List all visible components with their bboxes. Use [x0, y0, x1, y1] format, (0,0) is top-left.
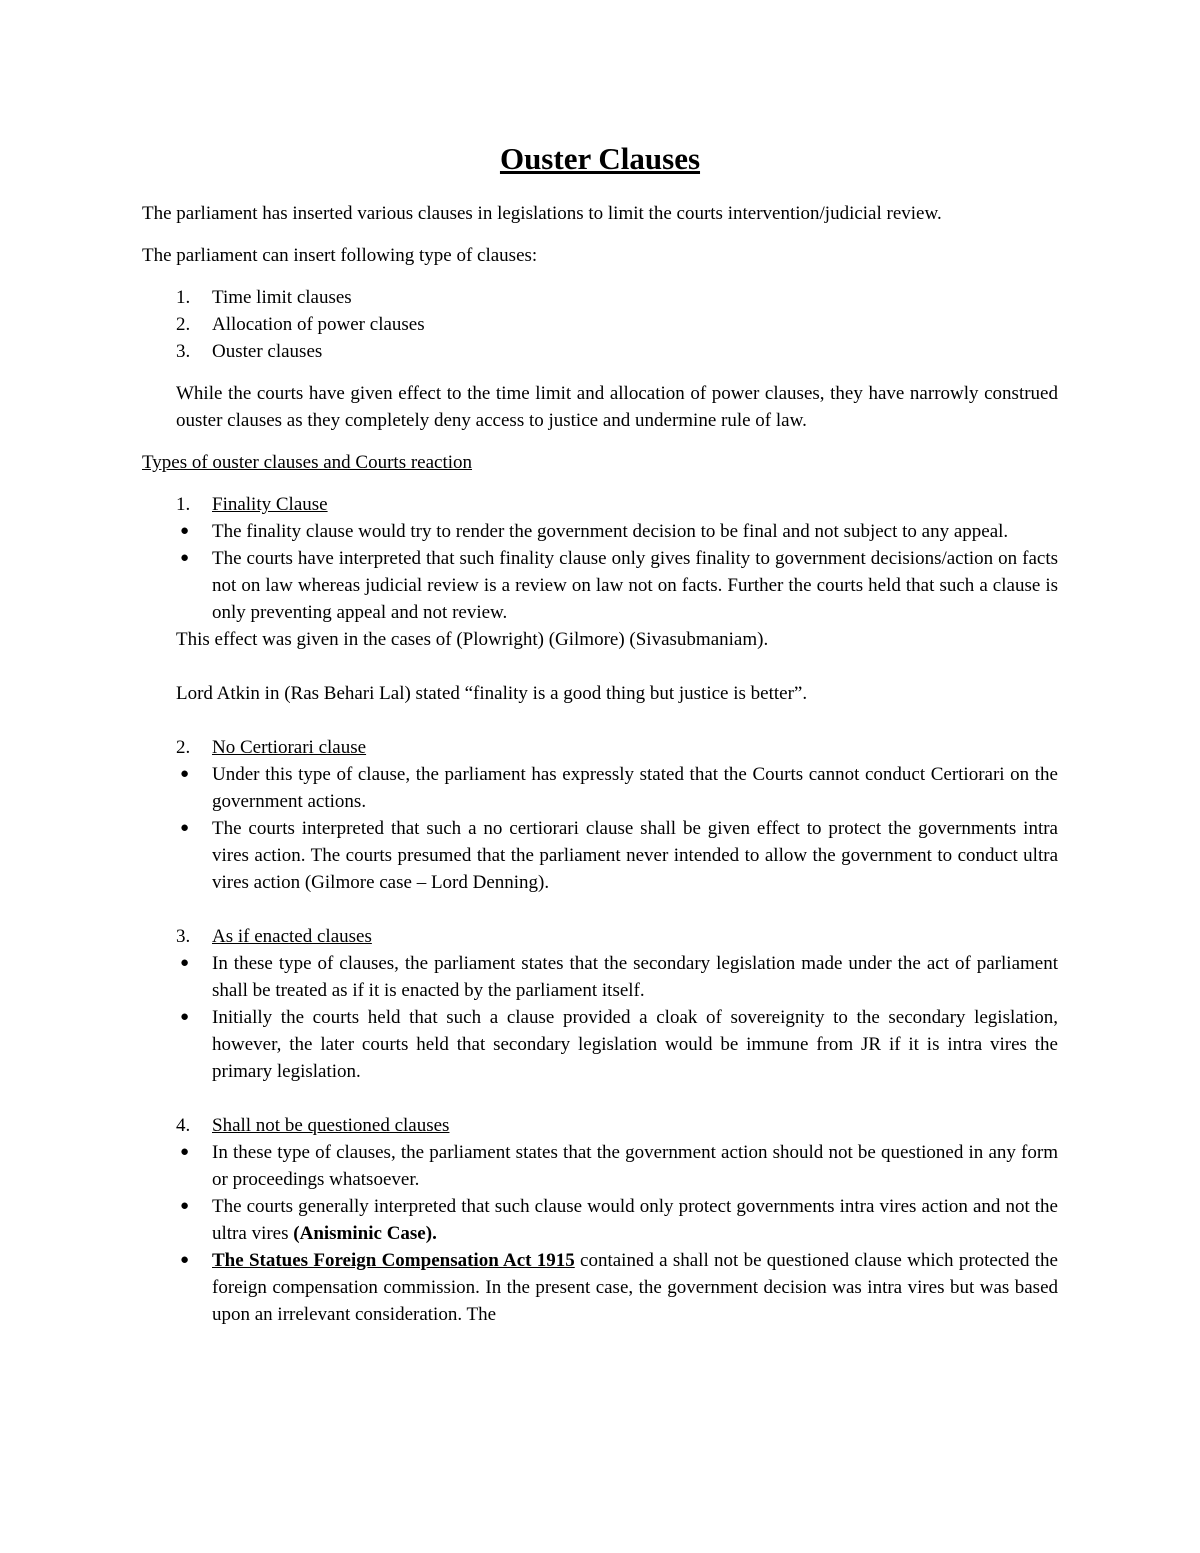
- page-title: Ouster Clauses: [499, 141, 701, 176]
- bullet-text: The finality clause would try to render the government decision to be final and not subject to any appeal.: [212, 521, 1009, 542]
- section-heading: [142, 923, 1058, 950]
- intro-paragraph-1: The parliament has inserted various clauses in legislations to limit the courts intervention/judicial review.: [142, 203, 942, 224]
- bullet-text: contained a shall not be questioned clause which protected the foreign compensation commission. In the present case, the government decision was intra vires but was based upon an irrelevant consideration. The: [212, 1250, 1058, 1325]
- list-number: 1.: [176, 287, 191, 308]
- bullet-item: [142, 1004, 1058, 1085]
- bullet-item: [142, 1193, 1058, 1247]
- bullet-item: [142, 1139, 1058, 1193]
- list-item-text: Time limit clauses: [212, 287, 352, 308]
- bullet-text: In these type of clauses, the parliament states that the government action should not be questioned in any form or proceedings whatsoever.: [212, 1142, 1058, 1190]
- summary-paragraph: While the courts have given effect to the time limit and allocation of power clauses, they have narrowly construed ouster clauses as they completely deny access to justice and undermine rule of law.: [176, 383, 1058, 431]
- section-title: Finality Clause: [212, 494, 328, 515]
- section-title: No Certiorari clause: [212, 737, 367, 758]
- section-number: 3.: [176, 926, 191, 947]
- bullet-text: Initially the courts held that such a clause provided a cloak of sovereignity to the secondary legislation, however, the later courts held that secondary legislation would be immune from JR if it is intra vires the primary legislation.: [212, 1007, 1058, 1082]
- section-finality-clause: [142, 491, 1058, 707]
- bullet-icon: ●: [180, 523, 190, 539]
- section-title: Shall not be questioned clauses: [212, 1115, 450, 1136]
- bullet-text: The courts interpreted that such a no certiorari clause shall be given effect to protect the governments intra vires action. The courts presumed that the parliament never intended to allow the government to conduct ultra vires action (Gilmore case – Lord Denning).: [212, 818, 1058, 893]
- case-name-bold: (Anisminic Case).: [293, 1223, 437, 1244]
- intro-paragraph-2: The parliament can insert following type of clauses:: [142, 245, 538, 266]
- section-number: 4.: [176, 1115, 191, 1136]
- list-item: [142, 284, 1058, 311]
- bullet-list: [142, 761, 1058, 896]
- bullet-icon: ●: [180, 1144, 190, 1160]
- section-shall-not-be-questioned-clauses: [142, 1112, 1058, 1328]
- bullet-icon: ●: [180, 550, 190, 566]
- list-item: [142, 311, 1058, 338]
- section-heading: [142, 1112, 1058, 1139]
- bullet-item: [142, 1247, 1058, 1328]
- bullet-item: [142, 950, 1058, 1004]
- types-heading: Types of ouster clauses and Courts reaction: [142, 452, 473, 473]
- bullet-icon: ●: [180, 1009, 190, 1025]
- quote-note: Lord Atkin in (Ras Behari Lal) stated “finality is a good thing but justice is better”.: [176, 683, 808, 704]
- list-item-text: Allocation of power clauses: [212, 314, 425, 335]
- bullet-list: [142, 1139, 1058, 1328]
- bullet-icon: ●: [180, 820, 190, 836]
- list-number: 3.: [176, 341, 191, 362]
- bullet-icon: ●: [180, 766, 190, 782]
- bullet-text: In these type of clauses, the parliament states that the secondary legislation made under the act of parliament shall be treated as if it is enacted by the parliament itself.: [212, 953, 1058, 1001]
- statute-name-bold: The Statues Foreign Compensation Act 1915: [212, 1250, 575, 1271]
- section-as-if-enacted-clauses: [142, 923, 1058, 1085]
- bullet-text: Under this type of clause, the parliament has expressly stated that the Courts cannot conduct Certiorari on the government actions.: [212, 764, 1058, 812]
- bullet-list: [142, 518, 1058, 626]
- bullet-item: [142, 545, 1058, 626]
- bullet-list: [142, 950, 1058, 1085]
- bullet-item: [142, 518, 1058, 545]
- section-number: 1.: [176, 494, 191, 515]
- bullet-icon: ●: [180, 1252, 190, 1268]
- section-number: 2.: [176, 737, 191, 758]
- section-no-certiorari-clause: [142, 734, 1058, 896]
- bullet-item: [142, 815, 1058, 896]
- list-item-text: Ouster clauses: [212, 341, 323, 362]
- list-item: [142, 338, 1058, 365]
- bullet-text: The courts generally interpreted that such clause would only protect governments intra vires action and not the ultra vires: [212, 1196, 1058, 1244]
- list-number: 2.: [176, 314, 191, 335]
- clause-types-list: [142, 284, 1058, 365]
- bullet-icon: ●: [180, 955, 190, 971]
- section-title: As if enacted clauses: [212, 926, 372, 947]
- section-heading: [142, 491, 1058, 518]
- cases-note: This effect was given in the cases of (Plowright) (Gilmore) (Sivasubmaniam).: [176, 629, 769, 650]
- bullet-icon: ●: [180, 1198, 190, 1214]
- document-body: [142, 140, 1058, 1355]
- bullet-text: The courts have interpreted that such finality clause only gives finality to government decisions/action on facts not on law whereas judicial review is a review on law not on facts. Further the courts held that such a clause is only preventing appeal and not review.: [212, 548, 1058, 623]
- bullet-item: [142, 761, 1058, 815]
- section-heading: [142, 734, 1058, 761]
